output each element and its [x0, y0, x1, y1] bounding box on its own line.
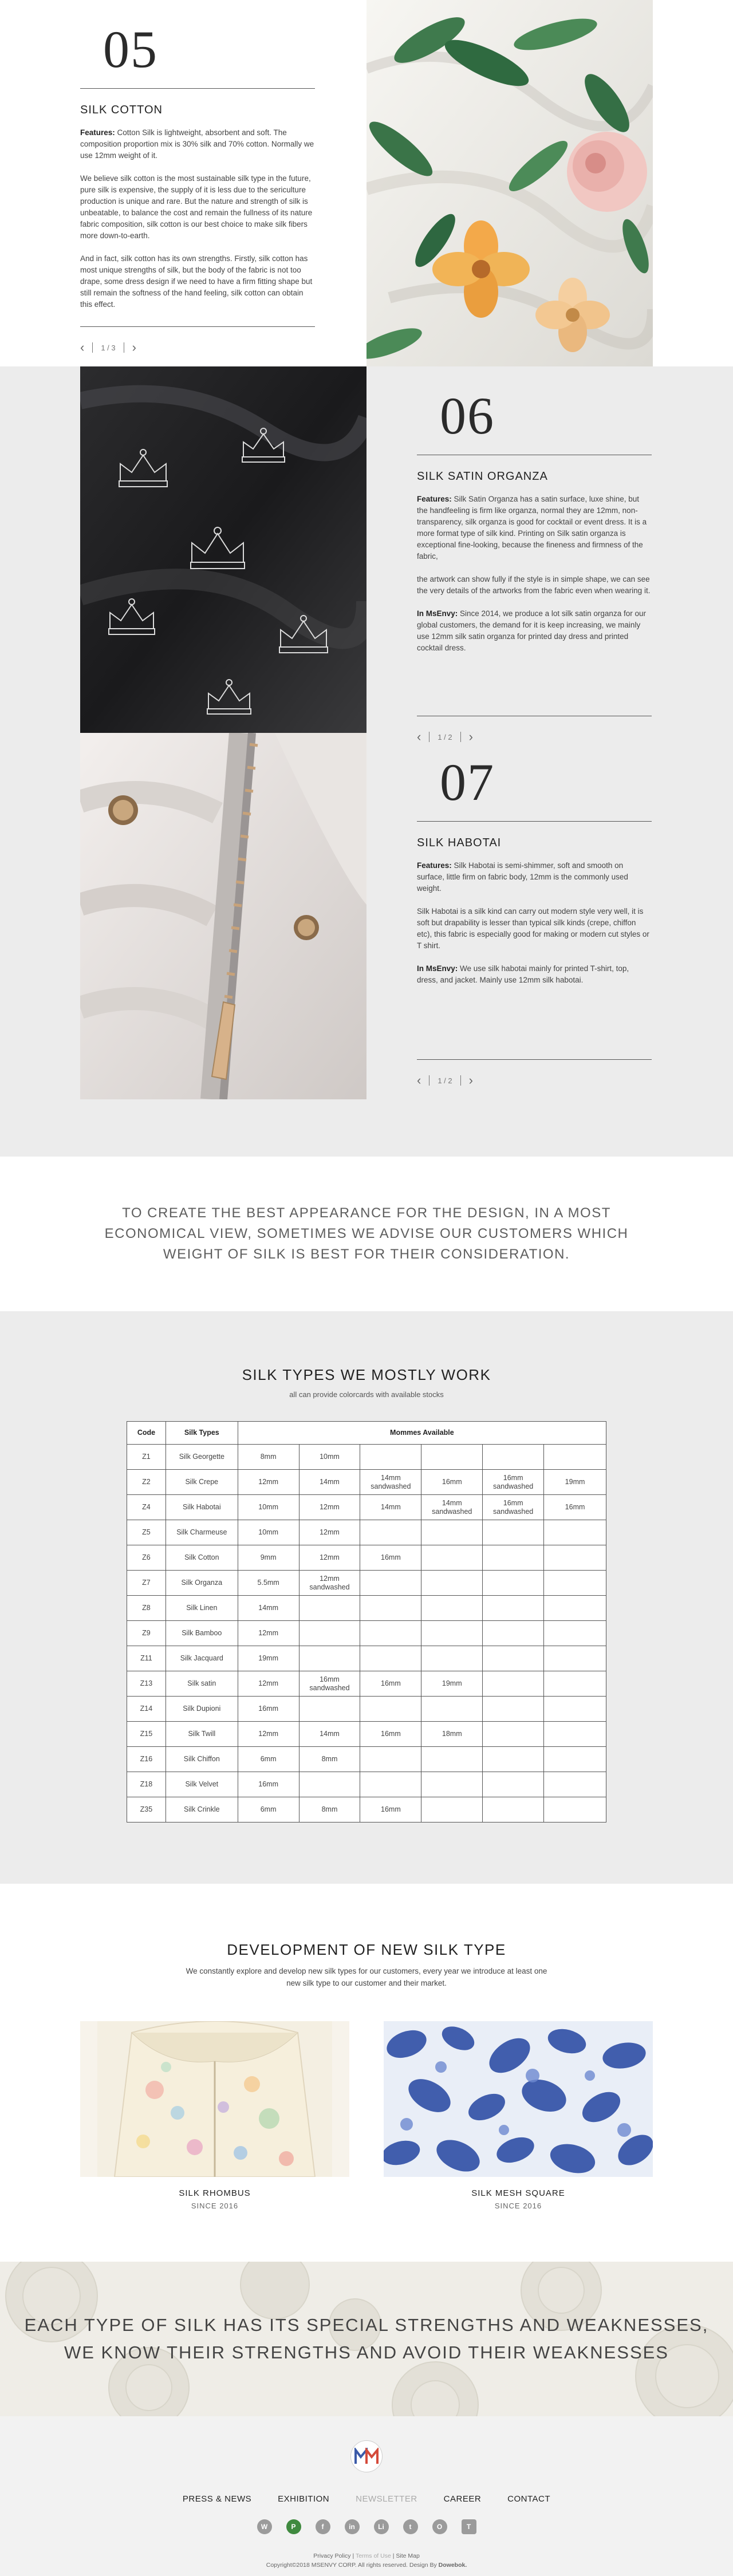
next-arrow-icon[interactable]: › [468, 1073, 473, 1087]
silk-cotton-floral-image [366, 0, 653, 366]
site-footer [0, 2416, 733, 2576]
silk-type-cell: Silk Crinkle [165, 1797, 238, 1822]
prev-arrow-icon[interactable]: ‹ [417, 729, 421, 744]
divider [80, 88, 315, 89]
momme-cell [360, 1646, 421, 1671]
nav-contact[interactable]: CONTACT [507, 2494, 551, 2504]
card-name: SILK RHOMBUS [179, 2188, 251, 2198]
momme-cell [544, 1571, 606, 1596]
description-paragraph: Silk Habotai is a silk kind can carry out modern style very well, it is soft but drapability is lesser than typical silk kinds (crepe, chiffon etc), this fabric is especially good for making or modern cut styles or T shirt. [417, 907, 649, 950]
column-header: Silk Types [165, 1422, 238, 1445]
silk-type-cell: Silk Velvet [165, 1772, 238, 1797]
silk-type-cell: Silk Georgette [165, 1445, 238, 1470]
gallery-pager [417, 731, 473, 743]
card-since: SINCE 2016 [191, 2202, 239, 2210]
silk-type-cell: Silk Linen [165, 1596, 238, 1621]
privacy-policy-link[interactable]: Privacy Policy [313, 2553, 351, 2559]
momme-cell [299, 1646, 360, 1671]
section-title: SILK TYPES WE MOSTLY WORK [242, 1366, 491, 1383]
description-paragraph: And in fact, silk cotton has its own strengths. Firstly, silk cotton has most unique strengths of silk, but the body of the fabric is not too drape, some dress design if we need to have a firm fitting shape but still remain the softness of the hand feeling, silk cotton can obtain this effect. [80, 254, 313, 309]
momme-cell: 6mm [238, 1747, 299, 1772]
column-header: Mommes Available [238, 1422, 606, 1445]
momme-cell: 12mm [238, 1671, 299, 1697]
silk-type-cell: Silk Habotai [165, 1495, 238, 1520]
momme-cell: 12mm [299, 1520, 360, 1545]
momme-cell [544, 1545, 606, 1571]
momme-cell [483, 1772, 544, 1797]
nav-newsletter[interactable]: NEWSLETTER [356, 2494, 417, 2504]
momme-cell [421, 1697, 483, 1722]
weibo-icon[interactable]: W [257, 2519, 272, 2534]
silk-organza-text [417, 386, 652, 744]
gallery-pager [417, 1074, 473, 1087]
silk-types-table [127, 1421, 606, 1822]
table-row [127, 1621, 606, 1646]
momme-cell [544, 1671, 606, 1697]
silk-rhombus-card[interactable] [80, 2021, 349, 2210]
momme-cell: 16mm [544, 1495, 606, 1520]
momme-cell: 14mm sandwashed [421, 1495, 483, 1520]
silk-organza-crown-image [80, 366, 366, 733]
momme-cell [483, 1671, 544, 1697]
silk-title: SILK SATIN ORGANZA [417, 470, 548, 483]
description-paragraph: We believe silk cotton is the most sustainable silk type in the future, pure silk is expensive, the supply of it is less due to the sericulture production is unique and rare. But the nature and strength of silk is unbeatable, to balance the cost and remain the fullness of its nature fabric composition, silk cotton is our best choice to make silk fibers more down-to-earth. [80, 174, 313, 240]
code-cell: Z18 [127, 1772, 166, 1797]
momme-cell: 12mm [238, 1621, 299, 1646]
momme-cell [483, 1797, 544, 1822]
section-number: 05 [103, 20, 158, 78]
momme-cell [483, 1722, 544, 1747]
momme-cell [421, 1797, 483, 1822]
momme-cell [421, 1596, 483, 1621]
momme-cell: 16mm sandwashed [483, 1495, 544, 1520]
silk-cotton-text [80, 20, 315, 354]
momme-cell [544, 1646, 606, 1671]
twitter-icon[interactable]: t [403, 2519, 418, 2534]
momme-cell [544, 1621, 606, 1646]
table-row [127, 1495, 606, 1520]
table-row [127, 1470, 606, 1495]
instagram-icon[interactable]: Li [374, 2519, 389, 2534]
table-row [127, 1697, 606, 1722]
momme-cell [421, 1621, 483, 1646]
momme-cell [421, 1571, 483, 1596]
momme-cell: 10mm [299, 1445, 360, 1470]
momme-cell: 19mm [544, 1470, 606, 1495]
table-row [127, 1646, 606, 1671]
momme-cell [360, 1445, 421, 1470]
momme-cell: 18mm [421, 1722, 483, 1747]
momme-cell: 14mm [238, 1596, 299, 1621]
advice-quote: TO CREATE THE BEST APPEARANCE FOR THE DESIGN, IN A MOST ECONOMICAL VIEW, SOMETIMES WE ADVISE OUR CUSTOMERS WHICH WEIGHT OF SILK IS BEST FOR THEIR CONSIDERATION. [104, 1205, 629, 1262]
silk-type-cell: Silk satin [165, 1671, 238, 1697]
next-arrow-icon[interactable]: › [468, 729, 473, 744]
code-cell: Z14 [127, 1697, 166, 1722]
tumblr-icon[interactable]: T [462, 2519, 476, 2534]
table-header-row [127, 1422, 606, 1445]
momme-cell [544, 1722, 606, 1747]
column-header: Code [127, 1422, 166, 1445]
next-arrow-icon[interactable]: › [132, 340, 136, 354]
silk-type-cell: Silk Chiffon [165, 1747, 238, 1772]
momme-cell: 5.5mm [238, 1571, 299, 1596]
momme-cell: 14mm [299, 1470, 360, 1495]
silk-organza-habotai-section [0, 366, 733, 1157]
silk-mesh-square-image [384, 2021, 653, 2177]
code-cell: Z5 [127, 1520, 166, 1545]
momme-cell [360, 1772, 421, 1797]
features-paragraph: Features: Cotton Silk is lightweight, absorbent and soft. The composition proportion mix is 30% silk and 70% cotton. Normally we use 12mm weight of it. [80, 128, 314, 160]
momme-cell [483, 1545, 544, 1571]
momme-cell: 16mm [238, 1772, 299, 1797]
momme-cell: 16mm [360, 1671, 421, 1697]
prev-arrow-icon[interactable]: ‹ [80, 340, 85, 354]
momme-cell: 6mm [238, 1797, 299, 1822]
momme-cell [483, 1596, 544, 1621]
momme-cell: 16mm [238, 1697, 299, 1722]
momme-cell [483, 1747, 544, 1772]
momme-cell: 12mm [238, 1722, 299, 1747]
development-section [0, 1884, 733, 2262]
terms-of-use-link[interactable]: Terms of Use [355, 2553, 391, 2559]
momme-cell [544, 1596, 606, 1621]
silk-habotai-jacket-image [80, 733, 366, 1099]
section-title: DEVELOPMENT OF NEW SILK TYPE [227, 1941, 506, 1958]
section-subtitle: all can provide colorcards with available stocks [289, 1390, 444, 1399]
momme-cell [360, 1621, 421, 1646]
momme-cell [299, 1621, 360, 1646]
table-row [127, 1722, 606, 1747]
momme-cell: 8mm [299, 1797, 360, 1822]
pinterest-icon[interactable]: P [286, 2519, 301, 2534]
silk-mesh-square-card[interactable] [384, 2021, 653, 2210]
logo-mark-icon [354, 2448, 379, 2465]
momme-cell: 14mm sandwashed [360, 1470, 421, 1495]
table-row [127, 1545, 606, 1571]
nav-press-news[interactable]: PRESS & NEWS [182, 2494, 252, 2504]
momme-cell: 16mm [360, 1545, 421, 1571]
code-cell: Z35 [127, 1797, 166, 1822]
momme-cell [544, 1747, 606, 1772]
page-indicator: 1 / 2 [438, 732, 452, 741]
other-social-icon[interactable]: O [432, 2519, 447, 2534]
divider [417, 821, 652, 822]
divider [80, 326, 315, 327]
advice-quote-section [0, 1157, 733, 1311]
momme-cell: 10mm [238, 1495, 299, 1520]
divider [417, 1059, 652, 1060]
momme-cell: 14mm [299, 1722, 360, 1747]
code-cell: Z7 [127, 1571, 166, 1596]
silk-type-cell: Silk Organza [165, 1571, 238, 1596]
linkedin-icon[interactable]: in [345, 2519, 360, 2534]
nav-career[interactable]: CAREER [443, 2494, 482, 2504]
silk-type-cell: Silk Dupioni [165, 1697, 238, 1722]
momme-cell [421, 1772, 483, 1797]
silk-type-cell: Silk Jacquard [165, 1646, 238, 1671]
code-cell: Z15 [127, 1722, 166, 1747]
prev-arrow-icon[interactable]: ‹ [417, 1073, 421, 1087]
momme-cell: 12mm [299, 1545, 360, 1571]
copyright: Copyright©2018 MSENVY CORP. All rights reserved. Design By Dowebok. [266, 2562, 467, 2569]
momme-cell [360, 1596, 421, 1621]
table-row [127, 1445, 606, 1470]
table-row [127, 1596, 606, 1621]
features-paragraph: Features: Silk Satin Organza has a satin surface, luxe shine, but the handfeeling is firm like organza, normal they are 12mm, non-transparency, silk organza is good for cocktail or event dress. It is a more format type of silk kind. Printing on Silk satin organza is exceptional fine-looking, because the fineness and firmness of the fabric, [417, 495, 647, 561]
momme-cell: 12mm sandwashed [299, 1571, 360, 1596]
momme-cell [483, 1621, 544, 1646]
momme-cell [483, 1646, 544, 1671]
momme-cell [483, 1445, 544, 1470]
momme-cell [421, 1520, 483, 1545]
table-row [127, 1671, 606, 1697]
code-cell: Z16 [127, 1747, 166, 1772]
momme-cell [421, 1646, 483, 1671]
msenvy-logo[interactable] [350, 2440, 383, 2472]
social-links [0, 2519, 733, 2534]
silk-type-cell: Silk Twill [165, 1722, 238, 1747]
momme-cell [421, 1545, 483, 1571]
momme-cell: 12mm [238, 1470, 299, 1495]
momme-cell [299, 1697, 360, 1722]
gallery-pager [80, 341, 136, 354]
silk-types-section [0, 1311, 733, 1884]
silk-habotai-text [417, 753, 652, 1087]
momme-cell: 16mm [360, 1797, 421, 1822]
momme-cell: 19mm [421, 1671, 483, 1697]
card-name: SILK MESH SQUARE [471, 2188, 565, 2198]
site-map-link[interactable]: Site Map [396, 2553, 420, 2559]
features-paragraph: Features: Silk Habotai is semi-shimmer, soft and smooth on surface, little firm on fabric body, 12mm is the commonly used weight. [417, 861, 628, 893]
code-cell: Z1 [127, 1445, 166, 1470]
momme-cell [483, 1571, 544, 1596]
silk-rhombus-image [80, 2021, 349, 2177]
momme-cell [544, 1797, 606, 1822]
page-indicator: 1 / 3 [101, 343, 116, 352]
card-since: SINCE 2016 [494, 2202, 542, 2210]
table-row [127, 1772, 606, 1797]
momme-cell: 16mm sandwashed [483, 1470, 544, 1495]
banner-text: EACH TYPE OF SILK HAS ITS SPECIAL STRENGTHS AND WEAKNESSES, WE KNOW THEIR STRENGTHS AND AVOID THEIR WEAKNESSES [24, 2315, 709, 2362]
momme-cell [360, 1697, 421, 1722]
momme-cell [544, 1772, 606, 1797]
table-row [127, 1747, 606, 1772]
silk-cotton-section [0, 0, 733, 366]
momme-cell [544, 1520, 606, 1545]
section-description: We constantly explore and develop new silk types for our customers, every year we introduce at least one new silk type to our customer and their market. [186, 1967, 547, 1987]
code-cell: Z6 [127, 1545, 166, 1571]
momme-cell: 16mm [360, 1722, 421, 1747]
page-indicator: 1 / 2 [438, 1076, 452, 1085]
momme-cell [421, 1747, 483, 1772]
momme-cell: 12mm [299, 1495, 360, 1520]
momme-cell: 19mm [238, 1646, 299, 1671]
code-cell: Z4 [127, 1495, 166, 1520]
footer-nav [0, 2494, 733, 2504]
momme-cell [299, 1772, 360, 1797]
msenvy-paragraph: In MsEnvy: Since 2014, we produce a lot silk satin organza for our global customers, the demand for it is keep increasing, we mainly use 12mm silk satin organza for printed day dress and printed cocktail dress. [417, 609, 646, 652]
momme-cell [360, 1520, 421, 1545]
silk-type-cell: Silk Cotton [165, 1545, 238, 1571]
facebook-icon[interactable]: f [316, 2519, 330, 2534]
code-cell: Z11 [127, 1646, 166, 1671]
momme-cell [483, 1697, 544, 1722]
momme-cell: 8mm [238, 1445, 299, 1470]
silk-type-cell: Silk Crepe [165, 1470, 238, 1495]
table-body [127, 1445, 606, 1822]
table-row [127, 1797, 606, 1822]
silk-title: SILK HABOTAI [417, 837, 502, 849]
code-cell: Z9 [127, 1621, 166, 1646]
msenvy-paragraph: In MsEnvy: We use silk habotai mainly for printed T-shirt, top, dress, and jacket. Mainly use 12mm silk habotai. [417, 964, 629, 984]
table-row [127, 1571, 606, 1596]
strengths-banner [0, 2262, 733, 2416]
momme-cell [483, 1520, 544, 1545]
momme-cell [421, 1445, 483, 1470]
silk-title: SILK COTTON [80, 104, 163, 116]
silk-type-cell: Silk Bamboo [165, 1621, 238, 1646]
momme-cell: 10mm [238, 1520, 299, 1545]
code-cell: Z2 [127, 1470, 166, 1495]
momme-cell: 16mm [421, 1470, 483, 1495]
description-paragraph: the artwork can show fully if the style is in simple shape, we can see the very details of the artworks from the fabric even when wearing it. [417, 575, 651, 595]
table-row [127, 1520, 606, 1545]
momme-cell [299, 1596, 360, 1621]
nav-exhibition[interactable]: EXHIBITION [278, 2494, 330, 2504]
designer-link[interactable]: Dowebok. [438, 2562, 467, 2569]
momme-cell: 16mm sandwashed [299, 1671, 360, 1697]
momme-cell [544, 1697, 606, 1722]
momme-cell [544, 1445, 606, 1470]
momme-cell [360, 1571, 421, 1596]
legal-links: Privacy Policy | Terms of Use | Site Map [313, 2553, 420, 2559]
momme-cell [360, 1747, 421, 1772]
momme-cell: 8mm [299, 1747, 360, 1772]
code-cell: Z8 [127, 1596, 166, 1621]
momme-cell: 9mm [238, 1545, 299, 1571]
section-number: 06 [440, 386, 495, 445]
momme-cell: 14mm [360, 1495, 421, 1520]
code-cell: Z13 [127, 1671, 166, 1697]
silk-type-cell: Silk Charmeuse [165, 1520, 238, 1545]
section-number: 07 [440, 753, 495, 811]
